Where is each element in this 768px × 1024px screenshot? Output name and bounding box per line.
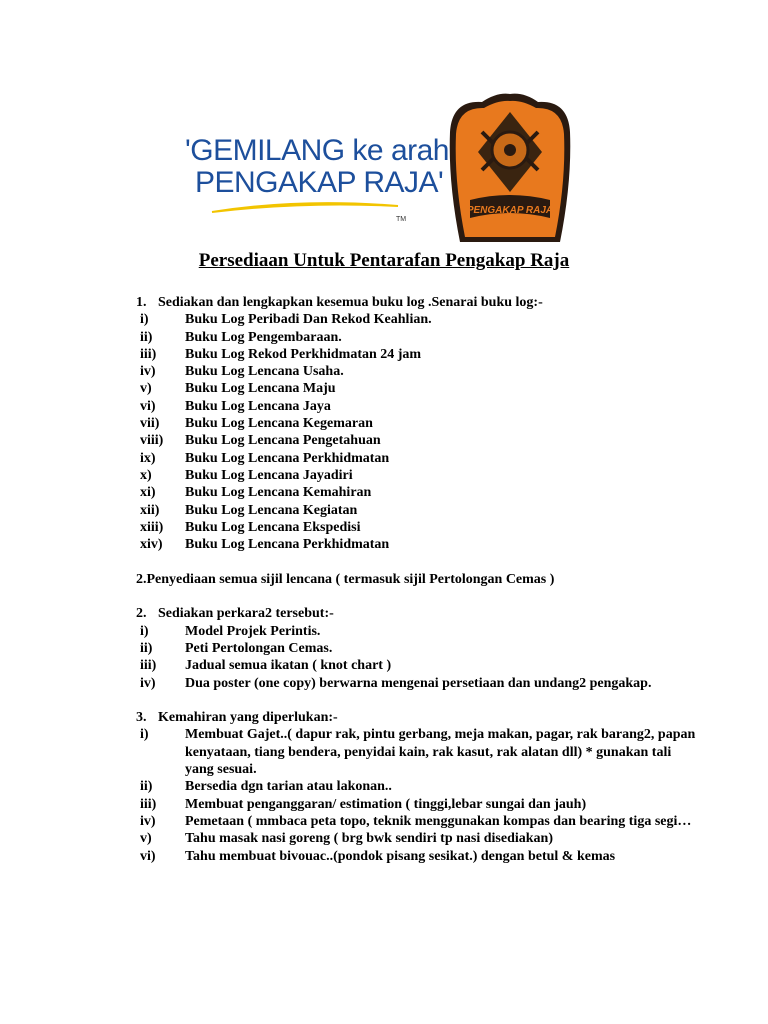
- list-item-text: Buku Log Lencana Kegemaran: [185, 416, 373, 432]
- list-item-number: xii): [140, 502, 160, 518]
- section-3-number: 3.: [136, 710, 147, 726]
- list-item-number: ii): [140, 779, 153, 795]
- list-item-number: xi): [140, 485, 156, 501]
- list-item-number: iv): [140, 675, 156, 691]
- list-item: [136, 346, 696, 363]
- list-item: [136, 830, 696, 847]
- list-item: [136, 432, 696, 449]
- list-item-text: Buku Log Lencana Pengetahuan: [185, 433, 381, 449]
- list-item-text: Bersedia dgn tarian atau lakonan..: [185, 779, 392, 795]
- list-item-number: i): [140, 727, 149, 743]
- list-item-text: Tahu membuat bivouac..(pondok pisang sesikat.) dengan betul & kemas: [185, 848, 616, 864]
- list-item: [136, 726, 696, 778]
- list-item: [136, 484, 696, 501]
- section-1-heading-text: Sediakan dan lengkapkan kesemua buku log .Senarai buku log:-: [158, 295, 543, 310]
- page-title: Persediaan Untuk Pentarafan Pengakap Raja: [198, 250, 570, 271]
- section-1-heading: [136, 294, 696, 311]
- list-item: [136, 398, 696, 415]
- list-item-text: Buku Log Lencana Jayadiri: [185, 467, 353, 483]
- list-item-number: ii): [140, 640, 153, 656]
- list-item: [136, 450, 696, 467]
- list-item-number: v): [140, 381, 152, 397]
- badge-label: PENGAKAP RAJA: [466, 205, 554, 216]
- section-1-number: 1.: [136, 295, 147, 310]
- list-item-text: Buku Log Pengembaraan.: [185, 329, 342, 345]
- list-item-text: Dua poster (one copy) berwarna mengenai persetiaan dan undang2 pengakap.: [185, 675, 652, 691]
- section-2b-number: 2.: [136, 606, 147, 622]
- list-item: [136, 813, 696, 830]
- header-logo: [180, 92, 580, 242]
- list-item: [136, 623, 696, 640]
- trademark-mark: TM: [396, 216, 407, 223]
- list-item-number: i): [140, 623, 149, 639]
- list-item: [136, 675, 696, 692]
- list-item-text: Buku Log Rekod Perkhidmatan 24 jam: [185, 346, 422, 362]
- section-2b-heading-text: Sediakan perkara2 tersebut:-: [158, 606, 334, 622]
- list-item-text: Buku Log Lencana Maju: [185, 381, 336, 397]
- list-item: [136, 778, 696, 795]
- list-item-number: v): [140, 831, 152, 847]
- list-item: [136, 415, 696, 432]
- list-item-text: Buku Log Lencana Kegiatan: [185, 502, 358, 518]
- list-item-number: x): [140, 467, 152, 483]
- list-item: [136, 848, 696, 865]
- list-item-number: iv): [140, 813, 156, 829]
- list-item-number: ii): [140, 329, 153, 345]
- list-item-text: Model Projek Perintis.: [185, 623, 321, 639]
- list-item-number: vi): [140, 848, 156, 864]
- slogan: [185, 136, 449, 198]
- list-item: [136, 796, 696, 813]
- list-item: [136, 536, 696, 553]
- list-item: [136, 311, 696, 328]
- list-item-number: iii): [140, 346, 157, 362]
- section-3-heading: [136, 709, 696, 726]
- list-item-number: xiv): [140, 537, 163, 553]
- list-item: [136, 363, 696, 380]
- list-item-text: Buku Log Lencana Jaya: [185, 398, 331, 414]
- list-item-number: ix): [140, 450, 156, 466]
- slogan-line-1: 'GEMILANG ke arah: [185, 134, 449, 167]
- section-1-list: [136, 311, 696, 553]
- list-item-number: viii): [140, 433, 164, 449]
- list-item-text: Jadual semua ikatan ( knot chart ): [185, 658, 392, 674]
- list-item: [136, 657, 696, 674]
- list-item-number: iii): [140, 796, 157, 812]
- list-item: [136, 640, 696, 657]
- section-3-heading-text: Kemahiran yang diperlukan:-: [158, 710, 338, 726]
- list-item: [136, 519, 696, 536]
- list-item-text: Buku Log Lencana Usaha.: [185, 364, 344, 380]
- section-2b-heading: [136, 605, 696, 622]
- list-item-number: iv): [140, 364, 156, 380]
- list-item-number: vi): [140, 398, 156, 414]
- list-item-number: xiii): [140, 519, 164, 535]
- list-item-text: Buku Log Lencana Ekspedisi: [185, 519, 361, 535]
- list-item-number: vii): [140, 416, 160, 432]
- list-item: [136, 502, 696, 519]
- list-item-number: i): [140, 312, 149, 328]
- list-item-text: Membuat Gajet..( dapur rak, pintu gerbang, meja makan, pagar, rak barang2, papan kenyataan, tiang bendera, penyidai kain, rak kasut, rak alatan dll) * gunakan tali yang sesuai.: [185, 727, 696, 778]
- list-item: [136, 329, 696, 346]
- list-item-text: Tahu masak nasi goreng ( brg bwk sendiri tp nasi disediakan): [185, 831, 553, 847]
- list-item: [136, 380, 696, 397]
- list-item-text: Buku Log Lencana Perkhidmatan: [185, 537, 390, 553]
- list-item-text: Buku Log Lencana Perkhidmatan: [185, 450, 390, 466]
- list-item-text: Peti Pertolongan Cemas.: [185, 640, 333, 656]
- list-item-text: Pemetaan ( mmbaca peta topo, teknik menggunakan kompas dan bearing tiga segi…: [185, 813, 692, 829]
- list-item-text: Buku Log Lencana Kemahiran: [185, 485, 372, 501]
- list-item-text: Membuat penganggaran/ estimation ( tinggi,lebar sungai dan jauh): [185, 796, 587, 812]
- section-2a-heading: 2.Penyediaan semua sijil lencana ( termasuk sijil Pertolongan Cemas ): [136, 571, 555, 587]
- section-2b-list: [136, 623, 696, 692]
- list-item: [136, 467, 696, 484]
- document-body: [136, 294, 696, 865]
- pengakap-raja-badge-icon: [442, 92, 578, 242]
- section-3-list: [136, 726, 696, 864]
- list-item-number: iii): [140, 658, 157, 674]
- swoosh-icon: [210, 192, 400, 214]
- slogan-line-2: PENGAKAP RAJA': [195, 166, 444, 199]
- list-item-text: Buku Log Peribadi Dan Rekod Keahlian.: [185, 312, 432, 328]
